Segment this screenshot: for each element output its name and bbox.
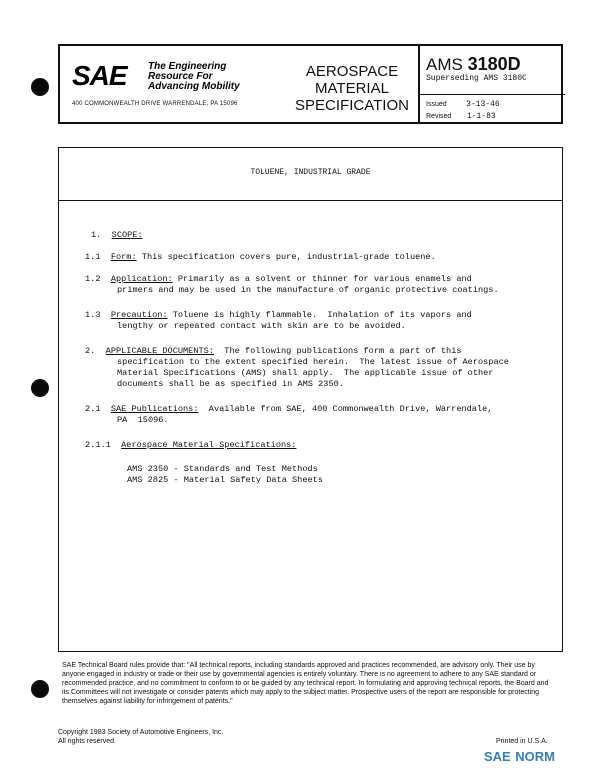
document-title: AEROSPACE MATERIAL SPECIFICATION [295,63,409,114]
sae-address: 400 COMMONWEALTH DRIVE WARRENDALE, PA 15096 [72,101,238,107]
legal-notice: SAE Technical Board rules provide that: "All technical reports, including standards approved and practices recommended, are advisory only. Their use by anyone engaged in industry or trade or their use by governmental agencies is entirely voluntary. There is no agreement to adhere to any SAE standard or recommended practice, and no commitment to conform to or be guided by any technical report. In formulating and approving technical reports, the Board and its Committees will not investigate or consider patents which may apply to the subject matter. Prospective users of the report are responsible for protecting themselves against liability for infringement of patents." [62,662,549,705]
specification-body [58,147,563,652]
issue-dates: Issued 3-13-46 Revised 1-1-83 [426,100,500,121]
superseding-note: Superseding AMS 3180C [426,74,527,83]
section-2-1-1: 2.1.1 Aerospace Material Specifications: [85,440,297,450]
section-1-2-cont: primers and may be used in the manufacture of organic protective coatings. [117,285,499,295]
reference-ams-2825: AMS 2825 - Material Safety Data Sheets [127,475,323,485]
section-2-cont-3: documents shall be as specified in AMS 2350. [117,379,344,389]
section-2: 2. APPLICABLE DOCUMENTS: The following publications form a part of this [85,346,462,356]
sae-tagline: The Engineering Resource For Advancing Mobility [148,61,240,92]
section-1-3: 1.3 Precaution: Toluene is highly flammable. Inhalation of its vapors and [85,310,472,320]
punch-hole-top [31,78,49,96]
section-2-cont-1: specification to the extent specified herein. The latest issue of Aerospace [117,357,509,367]
spec-number-block [418,46,565,122]
sae-norm-watermark: SAE NORM [484,749,555,764]
section-1-3-cont: lengthy or repeated contact with skin are to be avoided. [117,321,406,331]
ams-number: AMS 3180D [426,54,521,74]
section-1-1: 1.1 Form: This specification covers pure, industrial-grade toluene. [85,252,436,262]
section-1-heading: 1. SCOPE: [91,230,143,240]
section-2-1-cont: PA 15096. [117,415,169,425]
punch-hole-middle [31,379,49,397]
copyright: Copyright 1983 Society of Automotive Engineers, Inc. All rights reserved. [58,729,224,745]
section-2-1: 2.1 SAE Publications: Available from SAE, 400 Commonwealth Drive, Warrendale, [85,404,493,414]
spec-divider [420,94,565,95]
reference-ams-2350: AMS 2350 - Standards and Test Methods [127,464,318,474]
subject-title: TOLUENE, INDUSTRIAL GRADE [250,168,371,177]
sae-logo: SAE [72,60,127,91]
document-header [58,44,563,124]
section-1-2: 1.2 Application: Primarily as a solvent or thinner for various enamels and [85,274,472,284]
section-2-cont-2: Material Specifications (AMS) shall apply. The applicable issue of other [117,368,494,378]
punch-hole-bottom [31,680,49,698]
subject-divider [59,200,562,201]
printed-note: Printed in U.S.A. [496,738,548,745]
logo-block [60,46,286,122]
